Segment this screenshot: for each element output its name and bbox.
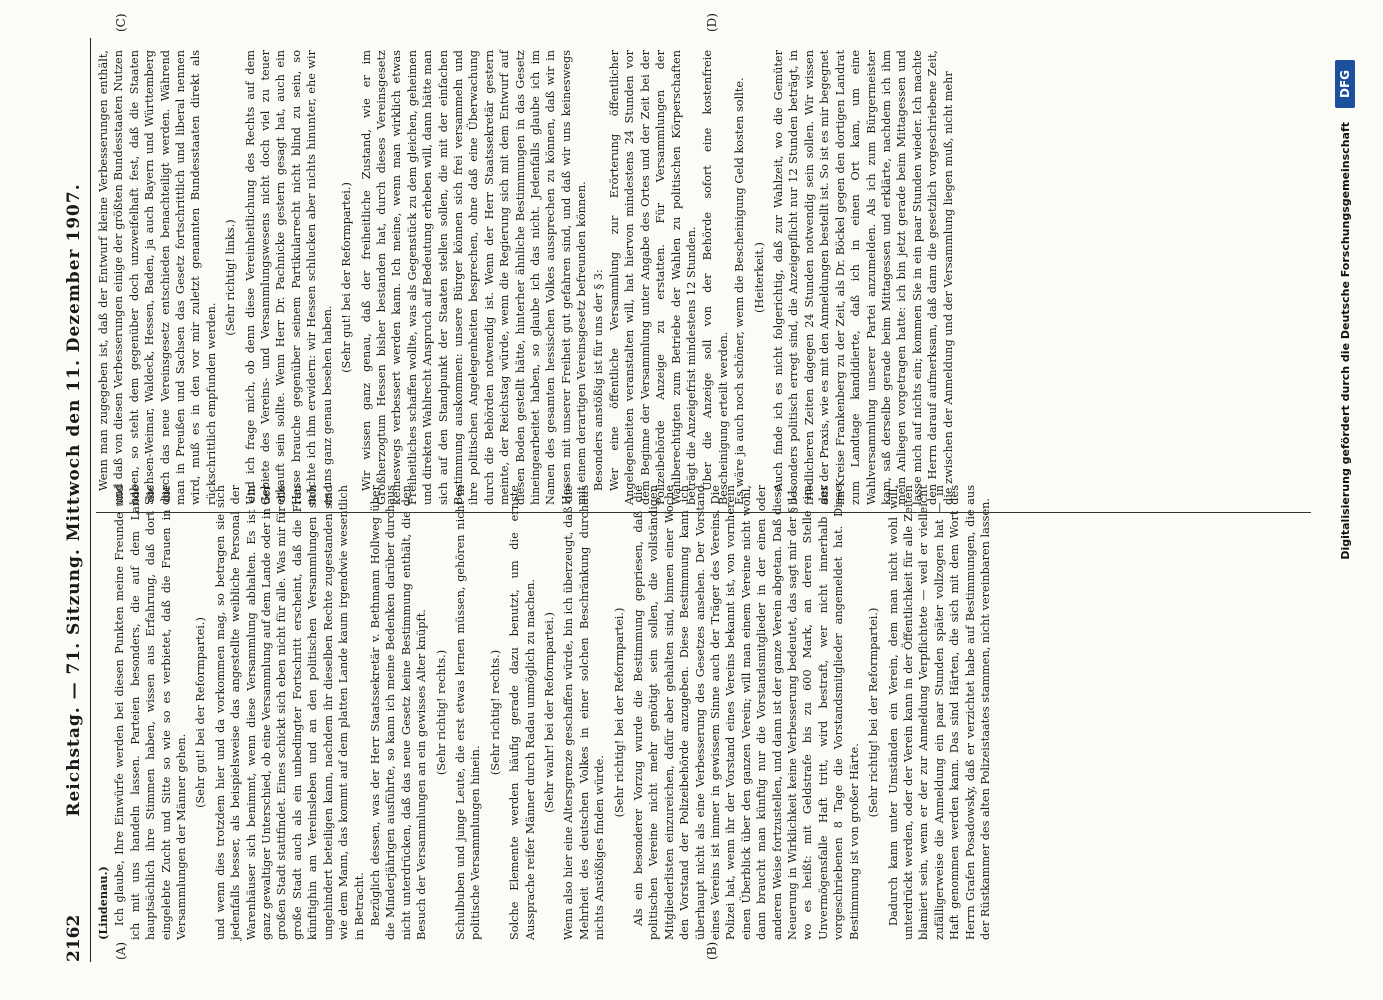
paragraph: Es wäre ja auch noch schöner, wenn die Bescheinigung Geld kosten sollte. [733, 77, 747, 505]
paragraph: Auch finde ich es nicht folgerichtig, daß zur Wahlzeit, wo die Gemüter besonders politisch erregt sind, die Anzeigepflicht nur 12 Stunden beträgt, in friedlicheren Zeiten dagegen 24 Stunden notwendig sein sollen. Wir wissen aus der Praxis, wie es mit den Anmeldungen bestellt ist. So ist es mir begegnet im Kreise Frankenberg zu der Zeit, als Dr. Böckel gegen den dortigen Landrat zum Landtage kandidierte, daß ich in einen Ort kam, um eine Wahlversammlung unserer Partei anzumelden. Als ich zum Bürgermeister kam, saß derselbe gerade beim Mittagessen und erklärte, nachdem ich ihm mein Anliegen vorgetragen hatte: ich bin jetzt gerade beim Mittagessen und lasse mich auf nichts ein; kommen Sie in ein paar Stunden wieder. Ich machte den Herrn darauf aufmerksam, daß dann die gesetzlich vorgeschriebene Zeit, die zwischen der Anmeldung und der Versammlung liegen muß, nicht mehr [772, 50, 955, 505]
paragraph: Wir wissen ganz genau, daß der freiheitliche Zustand, wie er im Großherzogtum Hessen bisher bestanden hat, durch dieses Vereinsgesetz keineswegs verbessert werden kann. Ich meine, wenn man wirklich etwas Freiheitliches schaffen wollte, was als Gegenstück zu dem gleichen, geheimen und direkten Wahlrecht Anspruch auf Bedeutung erheben will, dann hätte man sich auf den Standpunkt der Staaten stellen sollen, die mit der einfachen Bestimmung auskommen: unsere Bürger können sich frei versammeln und ihre politischen Angelegenheiten besprechen, ohne daß eine Überwachung durch die Behörden notwendig ist. Wenn der Herr Staatssekretär gestern meinte, der Reichstag würde, wenn die Regierung sich mit dem Entwurf auf diesen Boden gestellt hätte, hinterher ähnliche Bestimmungen in das Gesetz hineingearbeitet haben, so glaube ich das nicht. Jedenfalls glaube ich im Namen des gesamten hessischen Volkes aussprechen zu können, daß wir in Hessen mit unserer Freiheit gut gefahren sind, und daß wir uns keineswegs mit einem derartigen Vereinsgesetz befreunden können. [359, 50, 589, 505]
margin-marker-b: (B) [705, 941, 719, 960]
paragraph: Als ein besonderer Vorzug wurde die Bestimmung gepriesen, daß die politischen Vereine nicht mehr genötigt sein sollen, die vollständigen Mitgliederlisten einzureichen, dafür aber gehalten sind, binnen einer Woche den Vorstand der Polizeibehörde anzugeben. Diese Bestimmung kann ich überhaupt nicht als eine Verbesserung des Gesetzes ansehen. Der Vorstand eines Vereins ist immer in gewissem Sinne auch der Träger des Vereins. Die Polizei hat, wenn ihr der Vorstand eines Vereins bekannt ist, von vornherein einen Überblick über den ganzen Verein; will man einem Vereine nicht wohl, dann braucht man künftig nur die Vorstandsmitglieder in der einen oder anderen Weise fortzustellen, und dann ist der ganze Verein abgetan. Daß diese Neuerung in Wirklichkeit keine Verbesserung bedeutet, das sagt mir der § 11, wo es heißt: mit Geldstrafe bis zu 600 Mark, an deren Stelle im Unvermögensfalle Haft tritt, wird bestraft, wer nicht innerhalb der vorgeschriebenen 8 Tage die Vorstandsmitglieder angemeldet hat. Diese Bestimmung ist von großer Härte. [632, 485, 861, 940]
speaker-name: (Lindenau.) [96, 866, 110, 940]
paragraph: Wenn also hier eine Altersgrenze geschaffen würde, bin ich überzeugt, daß die Mehrheit des deutschen Volkes in einer solchen Beschränkung durchaus nichts Anstößiges finden würde. [562, 485, 607, 940]
interjection: (Sehr richtig! rechts.) [434, 649, 448, 776]
paragraph: Besonders anstößig ist für uns der § 3: [591, 269, 605, 491]
margin-marker-c: (C) [114, 13, 128, 32]
paragraph: Ich glaube, Ihre Einwürfe werden bei diesen Punkten meine Freunde und ich mit uns handeln lassen. Parteien besonders, die auf dem Lande hauptsächlich ihre Stimmen haben, wissen aus Erfahrung, daß dort die eingelebte Zucht und Sitte so wie so es verbietet, daß die Frauen in die Versammlungen der Männer gehen. [113, 485, 189, 940]
quoted-paragraph: Über die Anzeige soll von der Behörde sofort eine kostenfreie Bescheinigung erteilt werden. [701, 50, 730, 505]
running-title: Reichstag. — 71. Sitzung. Mittwoch den 11. Dezember 1907. [64, 183, 84, 817]
interjection: (Heiterkeit.) [752, 242, 766, 313]
interjection: (Sehr richtig! rechts.) [488, 649, 502, 776]
interjection: (Sehr gut! bei der Reformpartei.) [194, 617, 208, 808]
paragraph: Und ich frage mich, ob denn diese Vereinheitlichung des Rechts auf dem Gebiete des Vereins- und Versammlungswesens nicht doch viel zu teuer erkauft sein sollte. Wenn Herr Dr. Pachnicke gestern gesagt hat, auch ein Hesse brauche gegenüber seinem Partikularrecht nicht blind zu sein, so möchte ich ihm erwidern: wir Hessen schlucken aber nichts hinunter, ehe wir es uns ganz genau besehen haben. [243, 50, 334, 505]
paragraph: Dadurch kann unter Umständen ein Verein, dem man nicht wohl will, unterdrückt werden, oder der Verein kann in der Öffentlichkeit für alle Zeiten blamiert sein, wenn er der zur Anmeldung Verpflichtete — weil er vielleicht zufälligerweise die Anmeldung ein paar Stunden später vollzogen hat — in Haft genommen werden kann. Das sind Härten, die sich mit dem Wort des Herrn Grafen Posadowsky, daß er verzichtet habe auf Bestimmungen, die aus der Rüstkammer des alten Polizeistaates stammen, nicht vereinbaren lassen. [886, 485, 992, 940]
interjection: (Sehr richtig! bei der Reformpartei.) [867, 607, 881, 818]
quoted-paragraph: Wer eine öffentliche Versammlung zur Erörterung öffentlicher Angelegenheiten veranstalten will, hat hiervon mindestens 24 Stunden vor dem Beginne der Versammlung unter Angabe des Ortes und der Zeit bei der Polizeibehörde Anzeige zu erstatten. Für Versammlungen der Wahlberechtigten zum Betriebe der Wahlen zu politischen Körperschaften beträgt die Anzeigefrist mindestens 12 Stunden. [608, 50, 699, 505]
digitization-credit: Digitalisierung gefördert durch die Deutsche Forschungsgemeinschaft [1339, 122, 1352, 560]
interjection: (Sehr richtig! links.) [224, 219, 238, 336]
paragraph: Schulbuben und junge Leute, die erst etwas lernen müssen, gehören nicht in politische Versammlungen hinein. [453, 485, 483, 940]
interjection: (Sehr richtig! bei der Reformpartei.) [612, 607, 626, 818]
paragraph: und wenn dies trotzdem hier und da vorkommen mag, so betragen sie sich jedenfalls besser, als beispielsweise das angestellte weibliche Personal der Warenhäuser sich benimmt, wenn diese Versammlung abhalten. Es ist ein ganz gewaltiger Unterschied, ob eine Versammlung auf dem Lande oder in der großen Stadt stattfindet. Eines schickt sich eben nicht für alle. Was mir für die große Stadt auch als ein unbedingter Fortschritt erscheint, daß die Frau künftighin am Vereinsleben und an den politischen Versammlungen sich ungehindert beteiligen kann, nachdem ihr dieselben Rechte zugestanden sind wie dem Mann, das kommt auf dem platten Lande kaum irgendwie wesentlich in Betracht. [213, 485, 366, 940]
left-column [96, 485, 994, 940]
margin-marker-a: (A) [114, 941, 128, 960]
right-column [96, 50, 957, 505]
paragraph: Bezüglich dessen, was der Herr Staatssekretär v. Bethmann Hollweg über die Minderjährigen ausführte, so kann ich meine Bedenken darüber durchaus nicht unterdrücken, daß das neue Gesetz keine Bestimmung enthält, die den Besuch der Versammlungen an ein gewisses Alter knüpft. [368, 485, 429, 940]
paragraph: Solche Elemente werden häufig gerade dazu benutzt, um die ernste Aussprache reifer Männer durch Radau unmöglich zu machen. [508, 485, 537, 940]
interjection: (Sehr wahr! bei der Reformpartei.) [542, 612, 556, 813]
interjection: (Sehr gut! bei der Reformpartei.) [340, 182, 354, 373]
dfg-logo: DFG [1335, 60, 1355, 108]
page-footer [1333, 60, 1359, 940]
margin-marker-d: (D) [705, 13, 719, 32]
page-number: 2162 [64, 914, 84, 962]
page-header [62, 38, 88, 962]
paragraph: Wenn man zugegeben ist, daß der Entwurf kleine Verbesserungen enthält, und daß von diesen Verbesserungen einige der größten Bundesstaaten Nutzen haben, so steht dem gegenüber doch unzweifelhaft fest, daß die Staaten Sachsen-Weimar, Waldeck, Hessen, Baden, ja auch Bayern und Württemberg durch das neue Vereinsgesetz entschieden benachteiligt werden. Während man in Preußen und Sachsen das Gesetz fortschrittlich und liberal nennen wird, muß es in den vor mir zuletzt genannten Bundesstaaten direkt als rückschrittlich empfunden werden. [97, 50, 218, 505]
header-rule [90, 38, 91, 962]
column-divider [96, 512, 1311, 513]
